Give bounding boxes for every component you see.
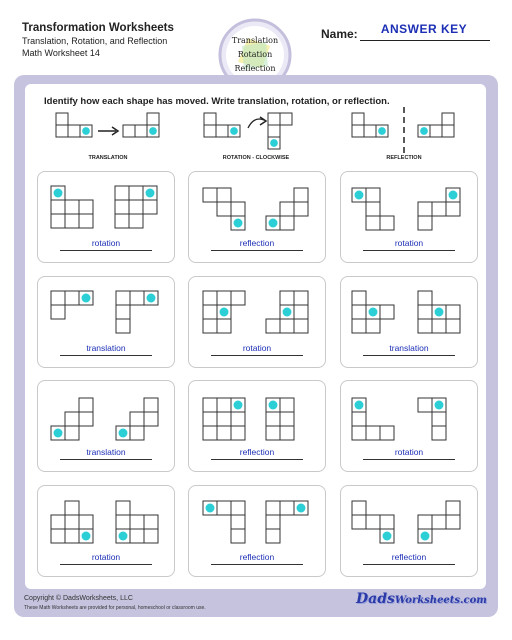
grid-cell [68, 125, 80, 137]
grid-cell [280, 501, 294, 515]
grid-cell [216, 125, 228, 137]
grid-cell [51, 305, 65, 319]
answer-2: reflection [239, 238, 275, 248]
grid-cell [130, 515, 144, 529]
grid-cell [352, 412, 366, 426]
grid-cell [294, 319, 308, 333]
example-label-reflection: REFLECTION [386, 155, 422, 161]
grid-cell [418, 398, 432, 412]
grid-cell [144, 412, 158, 426]
dot-marker [230, 127, 238, 135]
grid-cell [79, 398, 93, 412]
grid-cell [430, 125, 442, 137]
answer-6: translation [389, 343, 429, 353]
grid-cell [79, 200, 93, 214]
grid-cell [204, 113, 216, 125]
grid-cell [143, 200, 157, 214]
grid-cell [79, 214, 93, 228]
grid-cell [418, 291, 432, 305]
answer-1: rotation [91, 238, 121, 248]
grid-cell [266, 529, 280, 543]
answer-10: rotation [91, 552, 121, 562]
dot-marker [54, 189, 63, 198]
name-field[interactable]: ANSWER KEY [380, 22, 468, 36]
grid-cell [231, 412, 245, 426]
grid-cell [446, 501, 460, 515]
dot-marker [269, 219, 278, 228]
dot-marker [146, 189, 155, 198]
grid-shape [116, 398, 158, 440]
grid-cell [446, 319, 460, 333]
grid-cell [217, 319, 231, 333]
grid-cell [294, 202, 308, 216]
dot-marker [54, 429, 63, 438]
grid-cell [51, 214, 65, 228]
grid-cell [115, 214, 129, 228]
dot-marker [270, 139, 278, 147]
grid-shape [266, 188, 308, 230]
grid-cell [432, 426, 446, 440]
brand-logo[interactable]: DadsWorksheets.com [356, 591, 487, 607]
grid-shape [418, 501, 460, 543]
grid-cell [144, 398, 158, 412]
grid-cell [364, 125, 376, 137]
grid-cell [115, 200, 129, 214]
grid-cell [56, 113, 68, 125]
grid-cell [65, 426, 79, 440]
grid-cell [280, 216, 294, 230]
grid-cell [366, 188, 380, 202]
grid-shape [352, 501, 394, 543]
dot-marker [369, 308, 378, 317]
dot-marker [82, 127, 90, 135]
grid-cell [352, 125, 364, 137]
grid-cell [65, 291, 79, 305]
grid-cell [116, 319, 130, 333]
grid-shape [266, 398, 294, 440]
grid-shape [51, 186, 93, 228]
grid-cell [366, 426, 380, 440]
grid-cell [280, 291, 294, 305]
grid-shape [418, 188, 460, 230]
grid-cell [280, 398, 294, 412]
grid-cell [266, 501, 280, 515]
dot-marker [234, 219, 243, 228]
grid-cell [51, 515, 65, 529]
answer-9: rotation [394, 447, 424, 457]
grid-cell [418, 515, 432, 529]
grid-cell [418, 216, 432, 230]
grid-cell [268, 113, 280, 125]
grid-cell [203, 412, 217, 426]
grid-cell [203, 305, 217, 319]
grid-cell [217, 412, 231, 426]
example-label-translation: TRANSLATION [88, 155, 128, 161]
grid-cell [217, 291, 231, 305]
answer-4: translation [86, 343, 126, 353]
dot-marker [378, 127, 386, 135]
grid-cell [79, 412, 93, 426]
grid-cell [294, 291, 308, 305]
grid-cell [129, 200, 143, 214]
logo-line-1: Translation [231, 36, 279, 45]
dot-marker [82, 294, 91, 303]
grid-cell [418, 202, 432, 216]
grid-shape [115, 186, 157, 228]
grid-cell [418, 319, 432, 333]
grid-cell [280, 202, 294, 216]
grid-cell [352, 426, 366, 440]
grid-cell [65, 412, 79, 426]
grid-cell [442, 125, 454, 137]
grid-cell [203, 426, 217, 440]
answer-12: reflection [391, 552, 427, 562]
answer-3: rotation [394, 238, 424, 248]
worksheet-title: Transformation Worksheets [22, 22, 174, 34]
grid-cell [65, 529, 79, 543]
grid-cell [366, 202, 380, 216]
grid-cell [129, 186, 143, 200]
grid-cell [268, 125, 280, 137]
dot-marker [355, 401, 364, 410]
grid-cell [204, 125, 216, 137]
grid-cell [123, 125, 135, 137]
grid-cell [79, 515, 93, 529]
grid-cell [116, 305, 130, 319]
grid-cell [432, 202, 446, 216]
grid-cell [280, 426, 294, 440]
grid-cell [231, 426, 245, 440]
grid-cell [147, 113, 159, 125]
grid-cell [266, 515, 280, 529]
grid-shape [418, 113, 454, 137]
grid-cell [217, 398, 231, 412]
example-label-rotation: ROTATION - CLOCKWISE [222, 155, 290, 161]
grid-cell [266, 319, 280, 333]
grid-cell [203, 398, 217, 412]
grid-cell [380, 426, 394, 440]
grid-cell [116, 515, 130, 529]
grid-cell [217, 501, 231, 515]
dot-marker [149, 127, 157, 135]
grid-cell [56, 125, 68, 137]
dot-marker [220, 308, 229, 317]
grid-cell [366, 216, 380, 230]
dot-marker [383, 532, 392, 541]
grid-cell [203, 188, 217, 202]
grid-cell [446, 202, 460, 216]
grid-cell [130, 291, 144, 305]
grid-shape [204, 113, 240, 137]
grid-cell [116, 291, 130, 305]
grid-shape [266, 291, 308, 333]
instructions: Identify how each shape has moved. Write translation, rotation, or reflection. [44, 96, 390, 107]
worksheet-number: Math Worksheet 14 [22, 48, 100, 58]
grid-shape [56, 113, 92, 137]
grid-shape [51, 291, 93, 319]
answer-11: reflection [239, 552, 275, 562]
dot-marker [119, 532, 128, 541]
grid-cell [446, 515, 460, 529]
grid-cell [294, 188, 308, 202]
copyright: Copyright © DadsWorksheets, LLC [24, 595, 133, 602]
answer-8: reflection [239, 447, 275, 457]
grid-cell [51, 200, 65, 214]
dot-marker [355, 191, 364, 200]
dot-marker [297, 504, 306, 513]
grid-cell [51, 291, 65, 305]
dot-marker [435, 401, 444, 410]
grid-shape [352, 113, 388, 137]
dot-marker [234, 401, 243, 410]
grid-cell [280, 412, 294, 426]
grid-shape [268, 113, 292, 149]
grid-cell [231, 202, 245, 216]
grid-shape [116, 501, 158, 543]
grid-cell [129, 214, 143, 228]
grid-shape [352, 291, 394, 333]
grid-cell [352, 113, 364, 125]
grid-shape [418, 291, 460, 333]
grid-shape [51, 501, 93, 543]
grid-cell [231, 501, 245, 515]
grid-cell [352, 319, 366, 333]
grid-cell [352, 291, 366, 305]
grid-cell [217, 426, 231, 440]
grid-cell [135, 125, 147, 137]
grid-shape [352, 188, 394, 230]
grid-cell [65, 214, 79, 228]
grid-cell [65, 501, 79, 515]
grid-cell [380, 515, 394, 529]
grid-cell [266, 426, 280, 440]
grid-cell [280, 319, 294, 333]
grid-cell [203, 319, 217, 333]
usage-note: These Math Worksheets are provided for personal, homeschool or classroom use. [24, 605, 206, 611]
logo-line-2: Rotation [237, 50, 273, 59]
grid-shape [116, 291, 158, 333]
grid-cell [65, 515, 79, 529]
dot-marker [269, 401, 278, 410]
grid-shape [352, 398, 394, 440]
grid-cell [352, 515, 366, 529]
dot-marker [147, 294, 156, 303]
grid-shape [203, 398, 245, 440]
dot-marker [206, 504, 215, 513]
grid-cell [144, 529, 158, 543]
grid-cell [144, 515, 158, 529]
grid-cell [130, 426, 144, 440]
dot-marker [283, 308, 292, 317]
grid-cell [432, 515, 446, 529]
grid-shape [203, 501, 245, 543]
grid-cell [116, 501, 130, 515]
dot-marker [82, 532, 91, 541]
answer-7: translation [86, 447, 126, 457]
grid-cell [418, 305, 432, 319]
grid-cell [203, 291, 217, 305]
grid-cell [65, 200, 79, 214]
grid-cell [217, 202, 231, 216]
grid-cell [380, 305, 394, 319]
grid-cell [294, 305, 308, 319]
grid-cell [446, 305, 460, 319]
grid-cell [130, 529, 144, 543]
grid-cell [432, 319, 446, 333]
grid-cell [266, 412, 280, 426]
grid-shape [203, 188, 245, 230]
grid-cell [231, 291, 245, 305]
grid-cell [115, 186, 129, 200]
grid-shape [123, 113, 159, 137]
grid-cell [442, 113, 454, 125]
grid-cell [130, 412, 144, 426]
grid-cell [366, 515, 380, 529]
grid-shape [203, 291, 245, 333]
grid-shape [266, 501, 308, 543]
name-label: Name: [321, 27, 358, 41]
logo-line-3: Reflection [234, 64, 276, 73]
rotate-arrow-head-icon [260, 117, 266, 125]
grid-cell [231, 529, 245, 543]
dot-marker [119, 429, 128, 438]
grid-cell [51, 529, 65, 543]
grid-cell [432, 412, 446, 426]
grid-shape [51, 398, 93, 440]
dot-marker [435, 308, 444, 317]
dot-marker [421, 532, 430, 541]
grid-cell [366, 319, 380, 333]
grid-cell [352, 305, 366, 319]
dot-marker [449, 191, 458, 200]
grid-cell [280, 113, 292, 125]
worksheet-subtitle: Translation, Rotation, and Reflection [22, 36, 168, 46]
dot-marker [420, 127, 428, 135]
grid-cell [352, 501, 366, 515]
grid-cell [231, 515, 245, 529]
grid-cell [380, 216, 394, 230]
grid-shape [418, 398, 446, 440]
grid-cell [217, 188, 231, 202]
answer-5: rotation [242, 343, 272, 353]
